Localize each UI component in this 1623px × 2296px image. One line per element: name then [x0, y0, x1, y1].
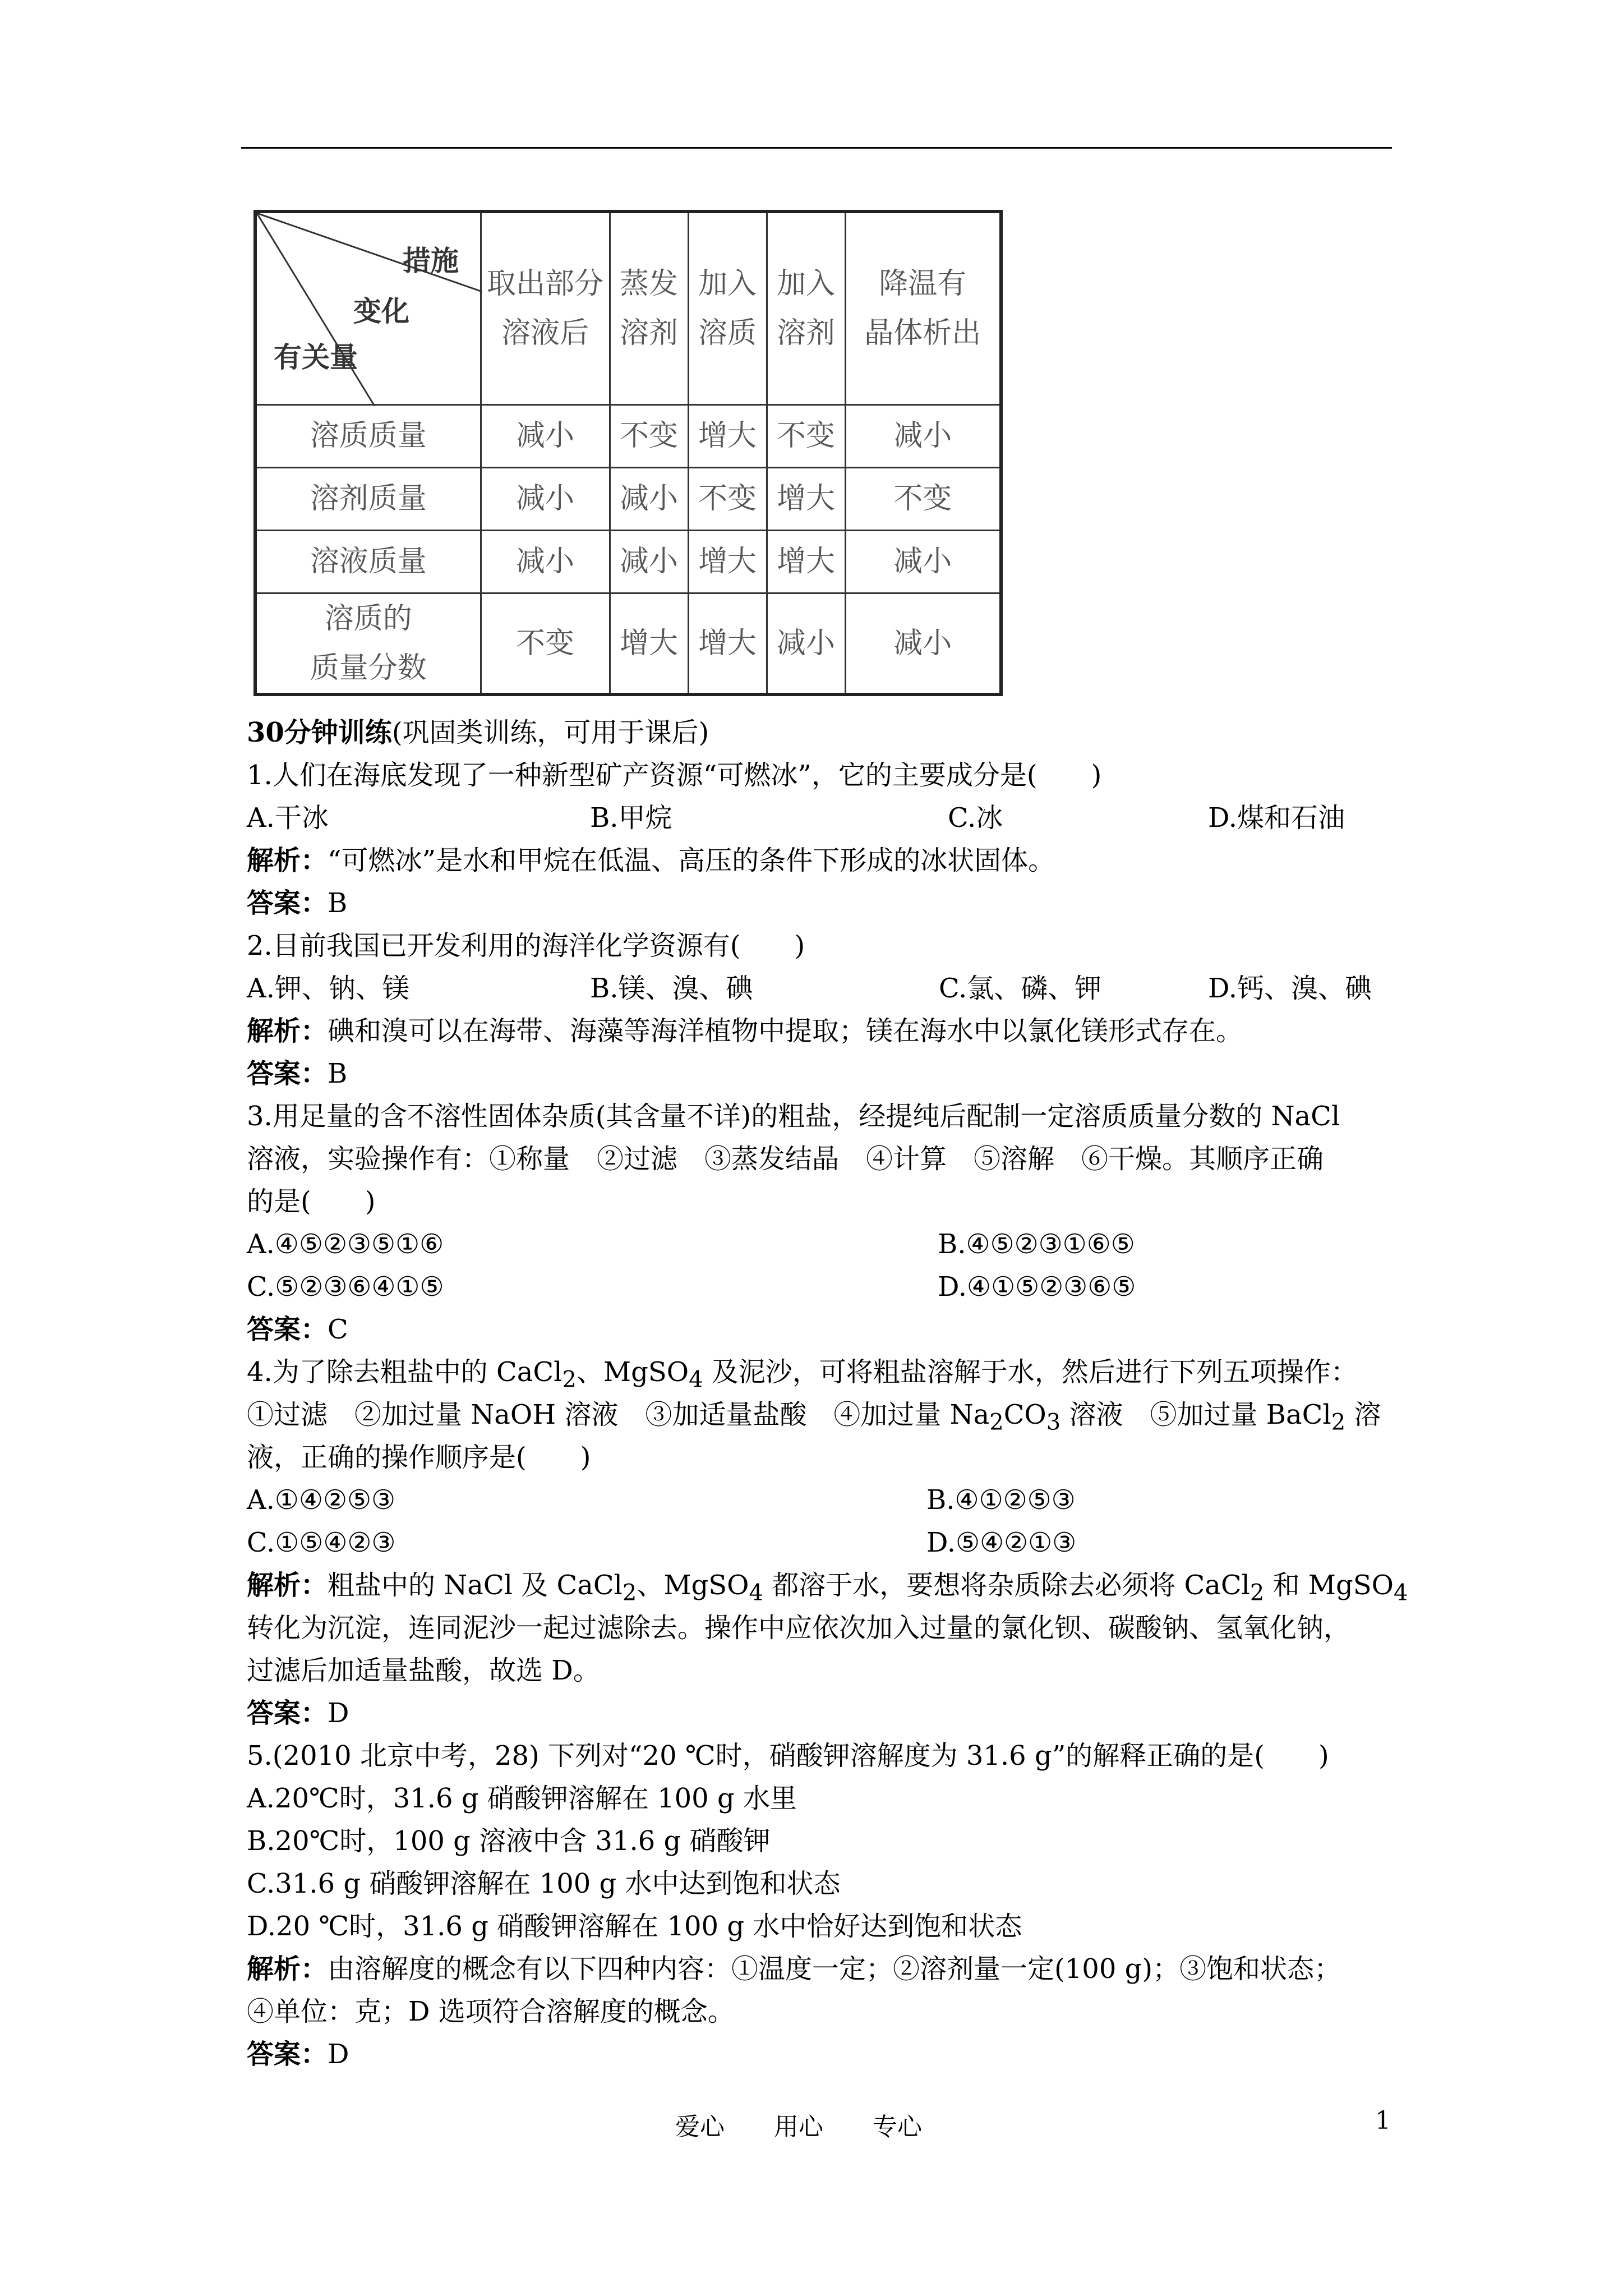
table-cell: 增大 [610, 593, 688, 694]
q4-stem-line1: 4.为了除去粗盐中的 CaCl$_2$、MgSO$_4$ 及泥沙，可将粗盐溶解于水，然后进行下列五项操作： [247, 1356, 1358, 1393]
option: D.⑤④②①③ [926, 1527, 1077, 1558]
section-heading: 30分钟训练(巩固类训练，可用于课后) [247, 717, 709, 748]
q5-answer: 答案：D [247, 2039, 349, 2070]
table-cell: 增大 [688, 530, 767, 593]
column-header: 降温有 晶体析出 [845, 211, 1001, 404]
q3-answer: 答案：C [247, 1314, 348, 1345]
option: A.钾、钠、镁 [247, 973, 409, 1004]
q4-analysis-line2: 转化为沉淀，连同泥沙一起过滤除去。操作中应依次加入过量的氯化钡、碳酸钠、氢氧化钠， [247, 1612, 1351, 1644]
q1-options [247, 797, 1402, 839]
option: D.20 ℃时，31.6 g 硝酸钾溶解在 100 g 水中恰好达到饱和状态 [247, 1911, 1022, 1942]
option: B.20℃时，100 g 溶液中含 31.6 g 硝酸钾 [247, 1825, 771, 1857]
table-cell: 减小 [845, 593, 1001, 694]
row-label: 溶质的 质量分数 [255, 593, 481, 694]
table-cell: 减小 [610, 530, 688, 593]
q2-analysis: 解析：碘和溴可以在海带、海藻等海洋植物中提取；镁在海水中以氯化镁形式存在。 [247, 1015, 1243, 1047]
q4-analysis-line3: 过滤后加适量盐酸，故选 D。 [247, 1655, 600, 1686]
page-number: 1 [1375, 2106, 1391, 2135]
table-cell: 减小 [481, 467, 610, 530]
q3-stem-line3: 的是( ) [247, 1186, 376, 1217]
exercise-content [247, 711, 1408, 2076]
row-label: 溶质质量 [255, 404, 481, 467]
q1-answer: 答案：B [247, 887, 348, 919]
column-header: 取出部分 溶液后 [481, 211, 610, 404]
q4-stem-line3: 液，正确的操作顺序是( ) [247, 1442, 591, 1473]
q5-analysis-line2: ④单位：克；D 选项符合溶解度的概念。 [247, 1996, 735, 2027]
option: D.钙、溴、碘 [1208, 973, 1372, 1004]
q4-answer: 答案：D [247, 1697, 349, 1729]
option: D.煤和石油 [1208, 802, 1345, 834]
table-cell: 减小 [481, 404, 610, 467]
table-cell: 不变 [767, 404, 845, 467]
footer-slogan: 爱心 用心 专心 [675, 2113, 922, 2141]
table-cell: 增大 [767, 530, 845, 593]
option: C.⑤②③⑥④①⑤ [247, 1271, 444, 1303]
option: C.①⑤④②③ [247, 1527, 396, 1558]
option: A.①④②⑤③ [247, 1484, 396, 1516]
option: A.④⑤②③⑤①⑥ [247, 1228, 444, 1260]
table-corner-cell [255, 211, 481, 404]
q2-options [247, 967, 1402, 1010]
table-row [255, 530, 1001, 593]
q1-stem: 1.人们在海底发现了一种新型矿产资源“可燃冰”，它的主要成分是( ) [247, 760, 1102, 791]
table-cell: 不变 [688, 467, 767, 530]
table-row [255, 593, 1001, 694]
q4-options-row2 [247, 1521, 1402, 1564]
q4-analysis-line1: 解析：粗盐中的 NaCl 及 CaCl$_2$、MgSO$_4$ 都溶于水，要想将杂质除去必须将 CaCl$_2$ 和 MgSO$_4$ [247, 1570, 1408, 1606]
column-header: 加入 溶质 [688, 211, 767, 404]
table-cell: 增大 [688, 593, 767, 694]
q4-stem-line2: ①过滤 ②加过量 NaOH 溶液 ③加适量盐酸 ④加过量 $Na_2CO_3$ 溶液 ⑤加过量 BaCl$_2$ 溶 [247, 1399, 1381, 1435]
option: B.④⑤②③①⑥⑤ [938, 1228, 1135, 1260]
row-label: 溶剂质量 [255, 467, 481, 530]
corner-label-change: 变化 [353, 295, 409, 328]
solution-change-table [253, 210, 1003, 696]
table-cell: 减小 [481, 530, 610, 593]
column-header: 蒸发 溶剂 [610, 211, 688, 404]
table-cell: 减小 [845, 530, 1001, 593]
table-cell: 减小 [845, 404, 1001, 467]
option: C.冰 [948, 802, 1003, 834]
option: A.干冰 [247, 802, 329, 834]
q2-stem: 2.目前我国已开发利用的海洋化学资源有( ) [247, 930, 805, 961]
table-cell: 不变 [845, 467, 1001, 530]
q1-analysis: 解析：“可燃冰”是水和甲烷在低温、高压的条件下形成的冰状固体。 [247, 845, 1055, 876]
option: B.镁、溴、碘 [590, 973, 753, 1004]
corner-label-measures: 措施 [403, 245, 459, 277]
option: B.甲烷 [590, 802, 672, 834]
row-label: 溶液质量 [255, 530, 481, 593]
corner-label-quantity: 有关量 [274, 341, 358, 374]
q3-stem-line1: 3.用足量的含不溶性固体杂质(其含量不详)的粗盐，经提纯后配制一定溶质质量分数的 NaCl [247, 1101, 1340, 1132]
table-cell: 增大 [688, 404, 767, 467]
q5-stem: 5.(2010 北京中考，28) 下列对“20 ℃时，硝酸钾溶解度为 31.6 g”的解释正确的是( ) [247, 1740, 1329, 1772]
option: C.31.6 g 硝酸钾溶解在 100 g 水中达到饱和状态 [247, 1868, 841, 1899]
q3-options-row1 [247, 1223, 1402, 1266]
table-cell: 增大 [767, 467, 845, 530]
table-cell: 不变 [481, 593, 610, 694]
q4-options-row1 [247, 1479, 1402, 1521]
column-header: 加入 溶剂 [767, 211, 845, 404]
q5-analysis-line1: 解析：由溶解度的概念有以下四种内容：①温度一定；②溶剂量一定(100 g)；③饱和状态； [247, 1953, 1341, 1985]
table-row [255, 467, 1001, 530]
table-cell: 减小 [767, 593, 845, 694]
option: D.④①⑤②③⑥⑤ [938, 1271, 1136, 1303]
header-rule [241, 147, 1392, 149]
table-cell: 减小 [610, 467, 688, 530]
table-row [255, 404, 1001, 467]
q2-answer: 答案：B [247, 1058, 348, 1089]
q3-stem-line2: 溶液，实验操作有：①称量 ②过滤 ③蒸发结晶 ④计算 ⑤溶解 ⑥干燥。其顺序正确 [247, 1143, 1324, 1175]
q3-options-row2 [247, 1266, 1402, 1308]
table-cell: 不变 [610, 404, 688, 467]
option: B.④①②⑤③ [926, 1484, 1076, 1516]
option: C.氯、磷、钾 [939, 973, 1102, 1004]
option: A.20℃时，31.6 g 硝酸钾溶解在 100 g 水里 [247, 1783, 797, 1814]
